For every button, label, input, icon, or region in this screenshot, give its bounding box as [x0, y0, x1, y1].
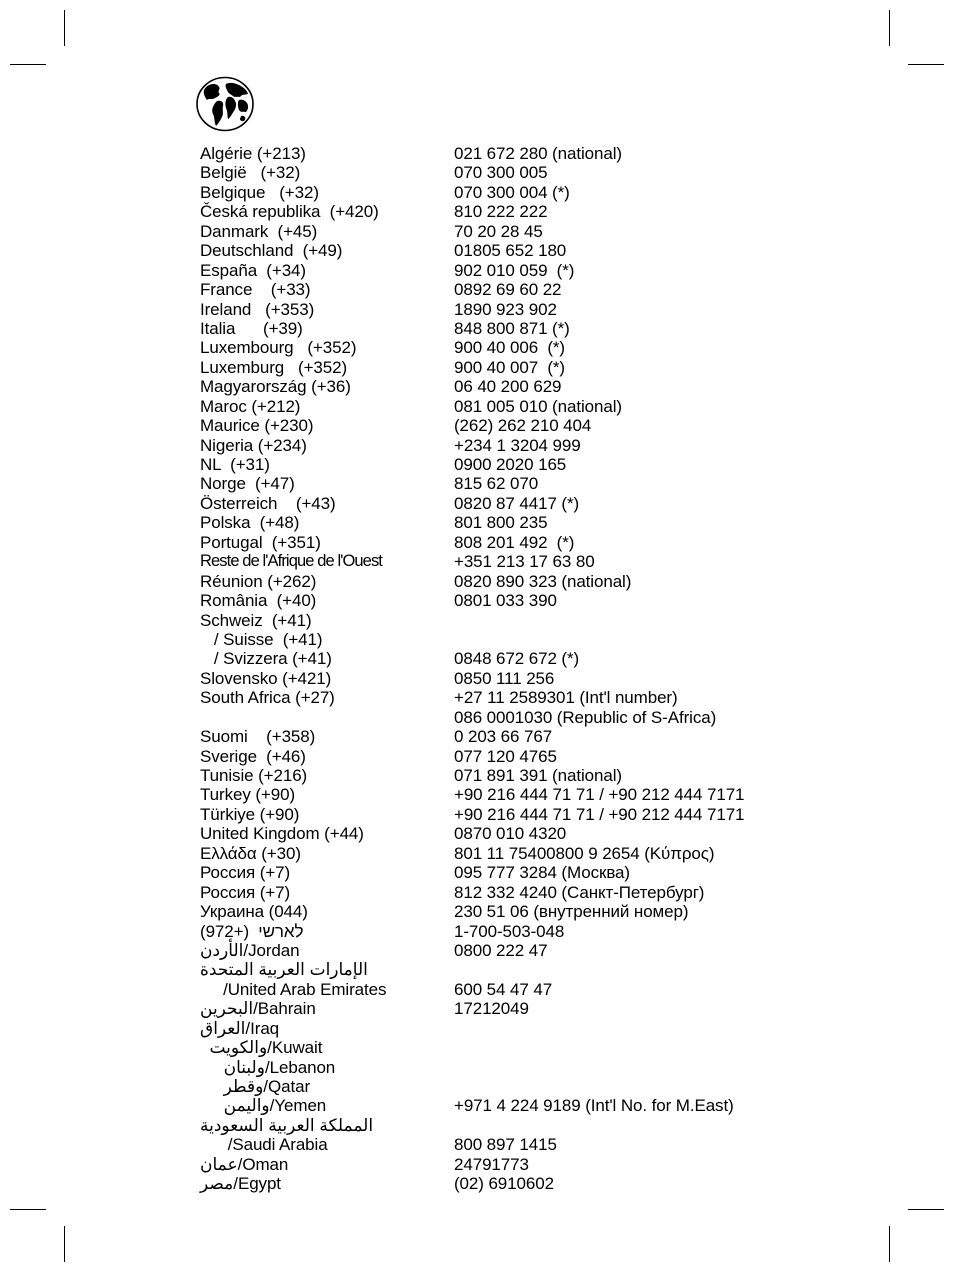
- country-label: Россия (+7): [200, 863, 291, 883]
- phone-number: 086 0001030 (Republic of S-Africa): [454, 707, 717, 727]
- phone-number: 808 201 492 (*): [454, 532, 575, 552]
- directory-row: [0, 766, 954, 785]
- country-label: Österreich (+43): [200, 493, 336, 513]
- directory-row: [0, 999, 954, 1018]
- directory-row: [0, 1038, 954, 1057]
- phone-number: 0800 222 47: [454, 940, 548, 960]
- directory-row: [0, 416, 954, 435]
- country-label: Nigeria (+234): [200, 435, 307, 455]
- country-label: Danmark (+45): [200, 221, 318, 241]
- phone-number: +90 216 444 71 71 / +90 212 444 7171: [454, 785, 745, 805]
- crop-mark: [908, 64, 944, 65]
- country-label: Réunion (+262): [200, 571, 317, 591]
- directory-row: [0, 960, 954, 979]
- directory-row: [0, 805, 954, 824]
- country-label: Slovensko (+421): [200, 668, 332, 688]
- directory-row: [0, 338, 954, 357]
- country-label: לארשי (+972): [200, 921, 304, 941]
- country-label: België (+32): [200, 163, 301, 183]
- directory-row: [0, 513, 954, 532]
- phone-number: 801 800 235: [454, 513, 548, 533]
- country-label: Belgique (+32): [200, 182, 319, 202]
- directory-row: [0, 358, 954, 377]
- directory-row: [0, 980, 954, 999]
- country-label: Italia (+39): [200, 318, 303, 338]
- country-label: Magyarország (+36): [200, 377, 351, 397]
- directory-row: [0, 144, 954, 163]
- phone-number: 902 010 059 (*): [454, 260, 575, 280]
- directory-row: [0, 708, 954, 727]
- phone-number: 0900 2020 165: [454, 455, 567, 474]
- directory-row: [0, 1058, 954, 1077]
- phone-number: 848 800 871 (*): [454, 318, 570, 338]
- phone-number: 600 54 47 47: [454, 979, 553, 999]
- country-label: Česká republika (+420): [200, 202, 379, 222]
- country-label: Reste de l'Afrique de l'Ouest: [200, 552, 382, 571]
- country-label: البحرين/Bahrain: [200, 999, 316, 1019]
- country-label: Deutschland (+49): [200, 241, 343, 261]
- directory-row: [0, 1096, 954, 1115]
- country-label: Portugal (+351): [200, 532, 321, 552]
- phone-number: 0820 890 323 (national): [454, 571, 632, 591]
- directory-row: [0, 377, 954, 396]
- country-label: United Kingdom (+44): [200, 824, 364, 844]
- directory-row: [0, 280, 954, 299]
- directory-row: [0, 222, 954, 241]
- country-label: Maroc (+212): [200, 396, 301, 416]
- phone-number: 900 40 006 (*): [454, 338, 565, 358]
- directory-row: [0, 883, 954, 902]
- country-label: عمان/Oman: [200, 1154, 289, 1174]
- country-label: South Africa (+27): [200, 688, 335, 708]
- directory-row: [0, 1019, 954, 1038]
- phone-number: 1-700-503-048: [454, 921, 565, 941]
- phone-number: 0 203 66 767: [454, 727, 553, 747]
- country-label: وقطر/Qatar: [200, 1077, 311, 1096]
- country-label: ولبنان/Lebanon: [200, 1057, 336, 1077]
- directory-row: [0, 611, 954, 630]
- directory-row: [0, 824, 954, 843]
- directory-row: [0, 630, 954, 649]
- directory-row: [0, 669, 954, 688]
- directory-row: [0, 202, 954, 221]
- phone-number: +234 1 3204 999: [454, 435, 581, 455]
- directory-row: [0, 1135, 954, 1154]
- directory-row: [0, 552, 954, 571]
- country-label: Ireland (+353): [200, 299, 315, 319]
- country-label: Sverige (+46): [200, 746, 306, 766]
- phone-number: (262) 262 210 404: [454, 416, 592, 436]
- phone-number: 0870 010 4320: [454, 824, 567, 844]
- directory-row: [0, 922, 954, 941]
- country-label: Luxembourg (+352): [200, 338, 357, 358]
- phone-number: 70 20 28 45: [454, 221, 543, 241]
- phone-number: +90 216 444 71 71 / +90 212 444 7171: [454, 804, 745, 824]
- phone-number: 0848 672 672 (*): [454, 649, 580, 669]
- directory-row: [0, 844, 954, 863]
- country-label: France (+33): [200, 280, 311, 300]
- phone-number: 070 300 005: [454, 163, 548, 183]
- crop-mark: [889, 10, 890, 46]
- directory-row: [0, 1155, 954, 1174]
- country-label: Maurice (+230): [200, 416, 314, 436]
- phone-number: 900 40 007 (*): [454, 357, 565, 377]
- country-label: Россия (+7): [200, 882, 291, 902]
- country-label: / Svizzera (+41): [200, 649, 332, 669]
- country-label: Luxemburg (+352): [200, 357, 348, 377]
- country-label: /Saudi Arabia: [200, 1135, 328, 1155]
- country-label: الإمارات العربية المتحدة: [200, 960, 368, 980]
- directory-row: [0, 785, 954, 804]
- country-label: Polska (+48): [200, 513, 300, 533]
- directory-row: [0, 183, 954, 202]
- phone-number: 0801 033 390: [454, 591, 557, 611]
- directory-row: [0, 591, 954, 610]
- directory-row: [0, 649, 954, 668]
- directory-row: [0, 261, 954, 280]
- phone-number: 812 332 4240 (Санкт-Петербург): [454, 882, 705, 902]
- directory-row: [0, 533, 954, 552]
- crop-mark: [10, 64, 46, 65]
- country-label: العراق/Iraq: [200, 1018, 280, 1038]
- phone-number: 021 672 280 (national): [454, 144, 622, 163]
- directory-row: [0, 572, 954, 591]
- country-label: مصر/Egypt: [200, 1174, 281, 1194]
- phone-number: 095 777 3284 (Москва): [454, 863, 630, 883]
- directory-row: [0, 902, 954, 921]
- phone-number: +971 4 224 9189 (Int'l No. for M.East): [454, 1096, 734, 1116]
- directory-row: [0, 241, 954, 260]
- directory-row: [0, 163, 954, 182]
- country-label: واليمن/Yemen: [200, 1096, 327, 1116]
- phone-number: 800 897 1415: [454, 1135, 557, 1155]
- phone-number: 0850 111 256: [454, 668, 555, 688]
- directory-row: [0, 455, 954, 474]
- phone-number: +351 213 17 63 80: [454, 552, 595, 572]
- directory-row: [0, 300, 954, 319]
- country-label: / Suisse (+41): [200, 629, 323, 649]
- directory-row: [0, 727, 954, 746]
- phone-number: 801 11 75400800 9 2654 (Κύπρος): [454, 843, 715, 863]
- phone-number: 070 300 004 (*): [454, 182, 570, 202]
- country-label: Algérie (+213): [200, 144, 306, 163]
- phone-number: 24791773: [454, 1154, 529, 1174]
- phone-number: 815 62 070: [454, 474, 539, 494]
- phone-number: 071 891 391 (national): [454, 766, 622, 785]
- phone-number: 1890 923 902: [454, 299, 557, 319]
- crop-mark: [908, 1209, 944, 1210]
- directory-row: [0, 747, 954, 766]
- country-label: Украина (044): [200, 902, 308, 922]
- phone-number: 0820 87 4417 (*): [454, 493, 580, 513]
- phone-number: (02) 6910602: [454, 1174, 554, 1194]
- phone-number: 810 222 222: [454, 202, 548, 222]
- country-label: Türkiye (+90): [200, 804, 300, 824]
- country-label: Schweiz (+41): [200, 610, 312, 630]
- crop-mark: [64, 10, 65, 46]
- country-label: Suomi (+358): [200, 727, 316, 747]
- directory-row: [0, 941, 954, 960]
- directory-row: [0, 397, 954, 416]
- crop-mark: [10, 1209, 46, 1210]
- country-label: Ελλάδα (+30): [200, 843, 301, 863]
- country-label: España (+34): [200, 260, 306, 280]
- directory-row: [0, 1077, 954, 1096]
- country-label: /United Arab Emirates: [200, 979, 387, 999]
- directory-row: [0, 494, 954, 513]
- country-label: الأردن/Jordan: [200, 940, 300, 960]
- phone-number: 0892 69 60 22: [454, 280, 562, 300]
- directory-row: [0, 1174, 954, 1193]
- phone-number: 081 005 010 (national): [454, 396, 622, 416]
- directory-row: [0, 474, 954, 493]
- directory-row: [0, 319, 954, 338]
- directory-row: [0, 1116, 954, 1135]
- country-label: România (+40): [200, 591, 317, 611]
- phone-number: +27 11 2589301 (Int'l number): [454, 688, 678, 708]
- phone-number: 230 51 06 (внутренний номер): [454, 902, 689, 922]
- phone-number: 01805 652 180: [454, 241, 567, 261]
- country-label: والكويت/Kuwait: [200, 1038, 323, 1058]
- globe-icon: [195, 76, 255, 132]
- country-label: Tunisie (+216): [200, 766, 308, 785]
- crop-mark: [889, 1226, 890, 1262]
- country-label: Turkey (+90): [200, 785, 296, 805]
- phone-number: 077 120 4765: [454, 746, 557, 766]
- country-label: NL (+31): [200, 455, 270, 474]
- country-label: Norge (+47): [200, 474, 295, 494]
- phone-directory: [0, 144, 954, 1194]
- phone-number: 17212049: [454, 999, 529, 1019]
- country-label: المملكة العربية السعودية: [200, 1115, 374, 1135]
- directory-row: [0, 436, 954, 455]
- crop-mark: [64, 1226, 65, 1262]
- directory-row: [0, 863, 954, 882]
- directory-row: [0, 688, 954, 707]
- phone-number: 06 40 200 629: [454, 377, 562, 397]
